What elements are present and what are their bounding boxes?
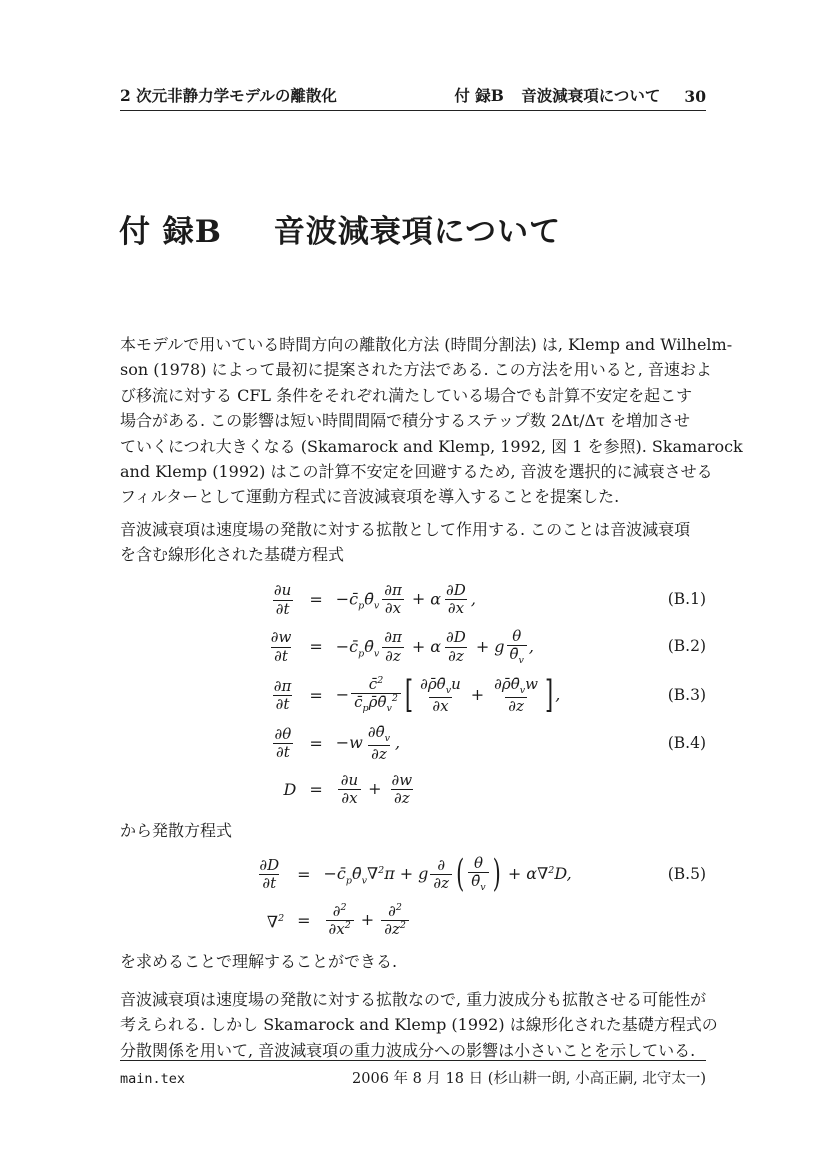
math-token: , (470, 588, 476, 608)
equation-tag: (B.2) (667, 637, 706, 656)
math-token: ] (545, 672, 554, 716)
equation-lhs (267, 906, 284, 935)
math-token: p (345, 875, 352, 887)
footer-date: 2006 年 8 月 18 日 (杉山耕一朗, 小高正嗣, 北守太一) (352, 1071, 706, 1087)
paragraph-line: 考えられる. しかし Skamarock and Klemp (1992) は線形化された基礎方程式の (120, 1015, 718, 1035)
math-token: ∂z (385, 646, 401, 665)
math-token: θ̄ (509, 644, 519, 663)
paragraph-line: 音波減衰項は速度場の発散に対する拡散として作用する. このことは音波減衰項 (120, 519, 691, 539)
math-token: v (386, 702, 392, 714)
math-token (381, 903, 409, 939)
math-token: ∂D (446, 580, 466, 599)
math-token: v (519, 684, 526, 696)
math-token: θ (512, 626, 522, 645)
math-token: ∇ (266, 912, 279, 932)
math-token: + (470, 684, 485, 704)
math-token: α (430, 636, 442, 656)
math-token: ∂t (275, 694, 290, 713)
math-token: + (368, 779, 382, 799)
math-token: + (411, 588, 426, 608)
math-token: 2 (391, 692, 398, 704)
math-token: 2 (278, 913, 285, 925)
header-left-title: 2 次元非静力学モデルの離散化 (120, 86, 337, 105)
math-token: 2 (548, 864, 555, 876)
math-token: ∂t (276, 742, 290, 761)
math-token (381, 629, 405, 665)
math-token (443, 629, 469, 665)
equation-lhs (269, 582, 296, 618)
header-appendix-title: 音波減衰項について (521, 86, 661, 105)
math-token: ∂θ̄ (367, 722, 385, 741)
math-token: p (358, 647, 365, 659)
math-token: + (411, 636, 426, 656)
equation-tag: (B.5) (667, 864, 706, 883)
math-token (271, 678, 295, 714)
equation-relation: = (309, 685, 323, 705)
equation-relation: = (297, 911, 311, 931)
paragraph-line: フィルターとして運動方程式に音波減衰項を導入することを提案した. (120, 487, 620, 507)
math-token: v (373, 647, 380, 659)
equation-relation: = (309, 733, 323, 753)
appendix-title (119, 206, 561, 251)
math-token: p (358, 600, 365, 612)
math-token: ∂z (371, 744, 387, 763)
math-token: α (430, 588, 442, 608)
math-token (272, 726, 295, 762)
equation-tag: (B.3) (667, 685, 706, 704)
equation-tag: (B.1) (667, 590, 706, 609)
footer-filename: main.tex (120, 1071, 186, 1087)
math-token: ∂x (384, 598, 402, 617)
math-token (256, 857, 282, 893)
math-token: u (451, 674, 461, 693)
math-token: , (555, 684, 561, 704)
math-token: ∂t (274, 646, 288, 665)
equation-lhs (270, 726, 297, 762)
paragraph-1 (120, 332, 743, 510)
paragraph-line: ていくにつれ大きくなる (Skamarock and Klemp, 1992, 図 1 を参照). Skamarock (120, 436, 743, 456)
equation-rhs (336, 628, 534, 667)
math-token (468, 855, 488, 894)
math-token: ) (492, 851, 501, 895)
appendix-title-text: 音波減衰項について (273, 214, 562, 250)
math-token: θ̄ (364, 588, 374, 608)
math-token: c̄ (354, 692, 363, 711)
math-token: v (445, 684, 452, 696)
paragraph-line: 場合がある. この影響は短い時間間隔で積分するステップ数 2Δt/Δτ を増加させ (120, 411, 690, 431)
paragraph-line: 音波減衰項は速度場の発散に対する拡散なので, 重力波成分も拡散させる可能性が (120, 990, 707, 1009)
equation-rhs (336, 772, 417, 808)
math-token: w (525, 674, 538, 693)
equation-relation: = (297, 864, 311, 884)
math-token: 2 (395, 902, 402, 914)
math-token: ∂ (388, 902, 396, 921)
page-number: 30 (684, 87, 706, 106)
equation-lhs (269, 678, 297, 714)
math-token: θ̄ (351, 864, 362, 883)
equation-rhs (335, 672, 561, 716)
math-token (271, 582, 294, 618)
math-token (417, 676, 464, 715)
math-token: ∂x (432, 696, 449, 715)
math-token (507, 628, 527, 667)
math-token: ∂z (384, 920, 400, 939)
paragraph-2 (120, 517, 706, 568)
math-token (491, 676, 541, 715)
math-token: v (361, 875, 367, 887)
paragraph-line: を含む線形化された基礎方程式 (120, 545, 345, 565)
math-token: ∂z (394, 789, 410, 808)
math-token (326, 903, 354, 939)
math-token: g (494, 636, 505, 656)
math-token: g (418, 864, 429, 883)
equation-group-1 (120, 582, 706, 808)
paragraph-line: son (1978) によって最初に提案された方法である. この方法を用いると, 音速およ (120, 360, 712, 380)
math-token: ∂ (437, 855, 446, 874)
math-token (389, 772, 416, 808)
paragraph-line: 本モデルで用いている時間方向の離散化方法 (時間分割法) は, Klemp and Wilhelm- (120, 335, 733, 354)
math-token: ∂t (275, 599, 290, 618)
paragraph-line: び移流に対する CFL 条件をそれぞれ満たしている場合でも計算不安定を起こす (120, 385, 693, 405)
math-token: ∂u (340, 771, 359, 790)
math-token: ∂z (448, 646, 464, 665)
equation-rhs (336, 582, 476, 619)
math-token: , (566, 864, 572, 883)
math-token: θ̄ (364, 636, 374, 656)
equation-lhs (283, 777, 296, 802)
math-token: D (283, 780, 297, 800)
math-token: ∂u (273, 581, 292, 600)
equation-tag: (B.4) (667, 733, 706, 752)
header-appendix (454, 84, 660, 106)
math-token: π (384, 864, 395, 883)
page-header (120, 84, 706, 111)
page-footer (120, 1060, 706, 1088)
math-token: + (360, 910, 375, 930)
math-token: 2 (340, 902, 347, 914)
paragraph-line: and Klemp (1992) はこの計算不安定を回避するため, 音波を選択的に減衰させる (120, 462, 713, 482)
math-token (338, 772, 361, 808)
math-token (351, 676, 401, 715)
math-token: ∇ (367, 864, 379, 883)
math-token: + (399, 864, 414, 883)
math-token (443, 582, 469, 618)
math-token: c̄ (368, 674, 378, 693)
math-token: 2 (378, 864, 385, 876)
math-token: ∂π (384, 628, 402, 647)
math-token: ( (456, 851, 465, 895)
equation-relation: = (309, 637, 323, 657)
math-token: ∂ (332, 902, 341, 921)
math-token: ∂ρ̄θ̄ (494, 674, 520, 693)
math-token: ∂D (446, 628, 466, 647)
math-token: ∂π (273, 676, 292, 695)
paragraph-line: 分散関係を用いて, 音波減衰項の重力波成分への影響は小さいことを示している. (120, 1040, 696, 1060)
header-right (454, 84, 706, 106)
math-token: ∂w (270, 628, 292, 647)
math-token: ∂x (328, 920, 345, 939)
math-token: p (362, 702, 369, 714)
equation-lhs (266, 629, 297, 665)
math-token: ∂w (391, 771, 413, 790)
math-token: −c̄ (323, 864, 346, 883)
equation-relation: = (309, 590, 323, 610)
math-token: − (335, 684, 350, 704)
math-token: ∂x (341, 789, 358, 808)
math-token (268, 629, 295, 665)
math-token: ∂ρ̄θ̄ (420, 674, 446, 693)
equation-rhs (336, 724, 400, 763)
equation-lhs (254, 857, 284, 893)
math-token (381, 582, 405, 618)
math-token: ∂z (433, 874, 450, 892)
between-text-2: を求めることで理解することができる. (120, 951, 398, 971)
math-token: 2 (344, 920, 351, 932)
math-token: v (373, 600, 380, 612)
math-token (365, 724, 393, 763)
math-token: ∂t (262, 874, 277, 892)
between-text-1: から発散方程式 (120, 820, 233, 840)
math-token: ∂θ (274, 724, 292, 743)
appendix-title-label: 付 録B (119, 214, 222, 250)
math-token: ∂π (384, 580, 402, 599)
equation-relation: = (309, 780, 323, 800)
paragraph-3 (120, 987, 718, 1063)
math-token: v (384, 732, 390, 744)
equation-rhs (324, 903, 411, 939)
math-token: + (507, 864, 522, 883)
math-token: ∂x (447, 598, 465, 617)
header-appendix-label: 付 録B (454, 86, 504, 105)
math-token: [ (404, 672, 414, 716)
math-token: ρ̄θ̄ (368, 692, 387, 711)
math-token: −c̄ (335, 588, 359, 608)
math-token: ∂D (259, 855, 280, 874)
equation-group-2 (120, 851, 706, 939)
math-token: θ (473, 853, 483, 872)
math-token (430, 857, 452, 893)
math-token: v (518, 654, 524, 666)
math-token: θ̄ (471, 872, 481, 891)
math-token: −c̄ (335, 636, 359, 656)
math-token: ∂z (508, 696, 524, 715)
math-token: 2 (377, 674, 384, 686)
page-content (120, 332, 743, 1063)
math-token: −w (335, 732, 363, 752)
math-token: v (480, 882, 486, 894)
math-token: , (395, 732, 401, 752)
math-token: 2 (399, 920, 406, 932)
equation-rhs (323, 851, 572, 895)
math-token: + (475, 636, 490, 656)
math-token: α∇ (526, 864, 549, 883)
math-token: D (554, 864, 567, 883)
math-token: , (528, 636, 534, 656)
